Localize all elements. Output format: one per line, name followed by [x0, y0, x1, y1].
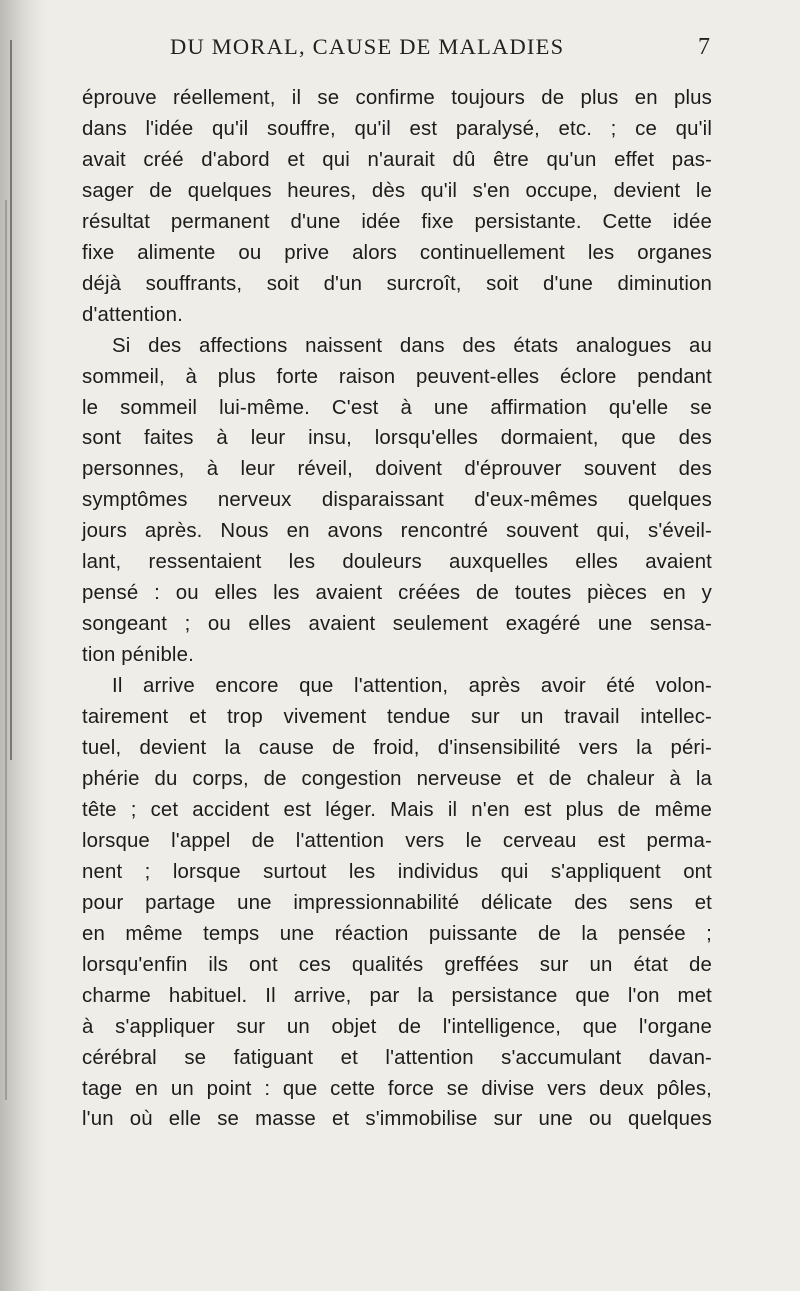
text-line: à s'appliquer sur un objet de l'intelligence, que l'organe: [82, 1015, 712, 1038]
text-line: lorsque l'appel de l'attention vers le cerveau est perma-: [82, 829, 712, 852]
text-line: tage en un point : que cette force se divise vers deux pôles,: [82, 1077, 712, 1100]
text-line: Il arrive encore que l'attention, après avoir été volon-: [112, 675, 712, 698]
text-line: tairement et trop vivement tendue sur un travail intellec-: [82, 706, 712, 729]
text-line: l'un où elle se masse et s'immobilise sur une ou quelques: [82, 1108, 712, 1131]
text-line: sommeil, à plus forte raison peuvent-elles éclore pendant: [82, 365, 712, 388]
page-header: [170, 34, 710, 61]
text-line: tion pénible.: [82, 644, 194, 667]
text-line: avait créé d'abord et qui n'aurait dû être qu'un effet pas-: [82, 148, 712, 171]
text-line: tête ; cet accident est léger. Mais il n'en est plus de même: [82, 798, 712, 821]
text-line: éprouve réellement, il se confirme toujours de plus en plus: [82, 87, 712, 109]
text-line: charme habituel. Il arrive, par la persistance que l'on met: [82, 984, 712, 1007]
body-text: [82, 83, 712, 1135]
text-line: d'attention.: [82, 303, 183, 326]
running-head: DU MORAL, CAUSE DE MALADIES: [170, 34, 565, 59]
text-line: tuel, devient la cause de froid, d'insensibilité vers la péri-: [82, 737, 712, 760]
text-line: pensé : ou elles les avaient créées de toutes pièces en y: [82, 582, 712, 605]
text-line: lorsqu'enfin ils ont ces qualités greffées sur un état de: [82, 953, 712, 976]
text-line: songeant ; ou elles avaient seulement exagéré une sensa-: [82, 613, 712, 636]
binding-edge-line: [5, 200, 7, 1100]
binding-edge-line: [10, 40, 12, 760]
text-line: personnes, à leur réveil, doivent d'éprouver souvent des: [82, 458, 712, 481]
book-spine-shadow: [0, 0, 46, 1291]
text-line: Si des affections naissent dans des états analogues au: [112, 334, 712, 357]
text-line: nent ; lorsque surtout les individus qui s'appliquent ont: [82, 860, 712, 883]
text-line: déjà souffrants, soit d'un surcroît, soit d'une diminution: [82, 272, 712, 295]
text-line: pour partage une impressionnabilité délicate des sens et: [82, 891, 712, 914]
text-line: dans l'idée qu'il souffre, qu'il est paralysé, etc. ; ce qu'il: [82, 117, 712, 140]
text-line: en même temps une réaction puissante de la pensée ;: [82, 922, 712, 945]
text-line: cérébral se fatiguant et l'attention s'accumulant davan-: [82, 1046, 712, 1069]
text-line: phérie du corps, de congestion nerveuse et de chaleur à la: [82, 767, 712, 790]
text-line: sont faites à leur insu, lorsqu'elles dormaient, que des: [82, 427, 712, 450]
text-line: symptômes nerveux disparaissant d'eux-mêmes quelques: [82, 489, 712, 512]
text-line: jours après. Nous en avons rencontré souvent qui, s'éveil-: [82, 520, 712, 543]
text-line: lant, ressentaient les douleurs auxquelles elles avaient: [82, 551, 712, 574]
page-number: 7: [698, 34, 710, 60]
text-line: fixe alimente ou prive alors continuellement les organes: [82, 241, 712, 264]
text-line: résultat permanent d'une idée fixe persistante. Cette idée: [82, 210, 712, 233]
text-line: le sommeil lui-même. C'est à une affirmation qu'elle se: [82, 396, 712, 419]
text-line: sager de quelques heures, dès qu'il s'en occupe, devient le: [82, 179, 712, 202]
